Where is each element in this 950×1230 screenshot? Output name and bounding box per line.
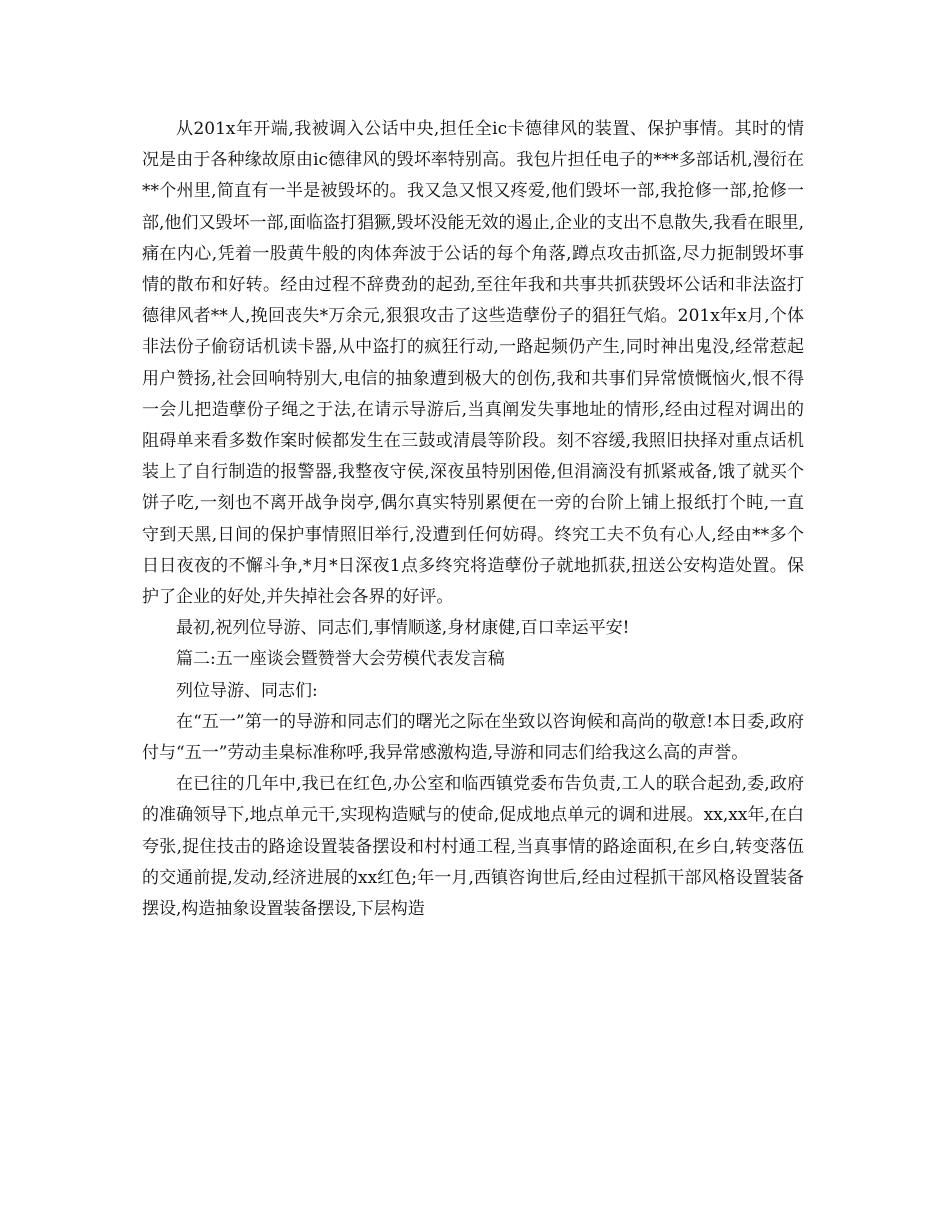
document-body [142, 114, 804, 925]
paragraph-ic-phone-maintenance: 从201x年开端,我被调入公话中央,担任全ic卡德律风的装置、保护事情。其时的情况是由于各种缘故原由ic德律风的毁坏率特别高。我包片担任电子的***多部话机,漫衍在**个州里,简直有一半是被毁坏的。我又急又恨又疼爱,他们毁坏一部,我抢修一部,抢修一部,他们又毁坏一部,面临盗打猖獗,毁坏没能无效的遏止,企业的支出不息散失,我看在眼里,痛在内心,凭着一股黄牛般的肉体奔波于公话的每个角落,蹲点攻击抓盗,尽力扼制毁坏事情的散布和好转。经由过程不辞费劲的起劲,至往年我和共事共抓获毁坏公话和非法盗打德律风者**人,挽回丧失*万余元,狠狠攻击了这些造孽份子的猖狂气焰。201x年x月,个体非法份子偷窃话机读卡器,从中盗打的疯狂行动,一路起频仍产生,同时神出鬼没,经常惹起用户赞扬,社会回响特别大,电信的抽象遭到极大的创伤,我和共事们异常愤慨恼火,恨不得一会儿把造孽份子绳之于法,在请示导游后,当真阐发失事地址的情形,经由过程对调出的阻碍单来看多数作案时候都发生在三鼓或清晨等阶段。刻不容缓,我照旧抉择对重点话机装上了自行制造的报警器,我整夜守侯,深夜虽特别困倦,但涓滴没有抓紧戒备,饿了就买个饼子吃,一刻也不离开战争岗亭,偶尔真实特别累便在一旁的台阶上铺上报纸打个盹,一直守到天黑,日间的保护事情照旧举行,没遭到任何妨碍。终究工夫不负有心人,经由**多个日日夜夜的不懈斗争,*月*日深夜1点多终究将造孽份子就地抓获,扭送公安构造处置。保护了企业的好处,并失掉社会各界的好评。 [142, 119, 804, 608]
paragraph-greeting-thanks: 在“五一”第一的导游和同志们的曙光之际在坐致以咨询候和高尚的敬意!本日委,政府付与“五一”劳动圭臬标准称呼,我异常感激构造,导游和同志们给我这么高的声誉。 [142, 711, 804, 764]
paragraph-closing-wishes: 最初,祝列位导游、同志们,事情顺遂,身材康健,百口幸运平安! [176, 618, 630, 639]
salutation: 列位导游、同志们: [176, 680, 318, 701]
section-heading-part-two: 篇二:五一座谈会暨赞誉大会劳模代表发言稿 [176, 649, 505, 670]
paragraph-past-years-work: 在已往的几年中,我已在红色,办公室和临西镇党委布告负责,工人的联合起劲,委,政府的准确领导下,地点单元干,实现构造赋与的使命,促成地点单元的调和进展。xx,xx年,在白夸张,捉住技击的路途设置装备摆设和村村通工程,当真事情的路途面积,在乡白,转变落伍的交通前提,发动,经济进展的xx红色;年一月,西镇咨询世后,经由过程抓干部风格设置装备摆设,构造抽象设置装备摆设,下层构造 [142, 774, 804, 920]
